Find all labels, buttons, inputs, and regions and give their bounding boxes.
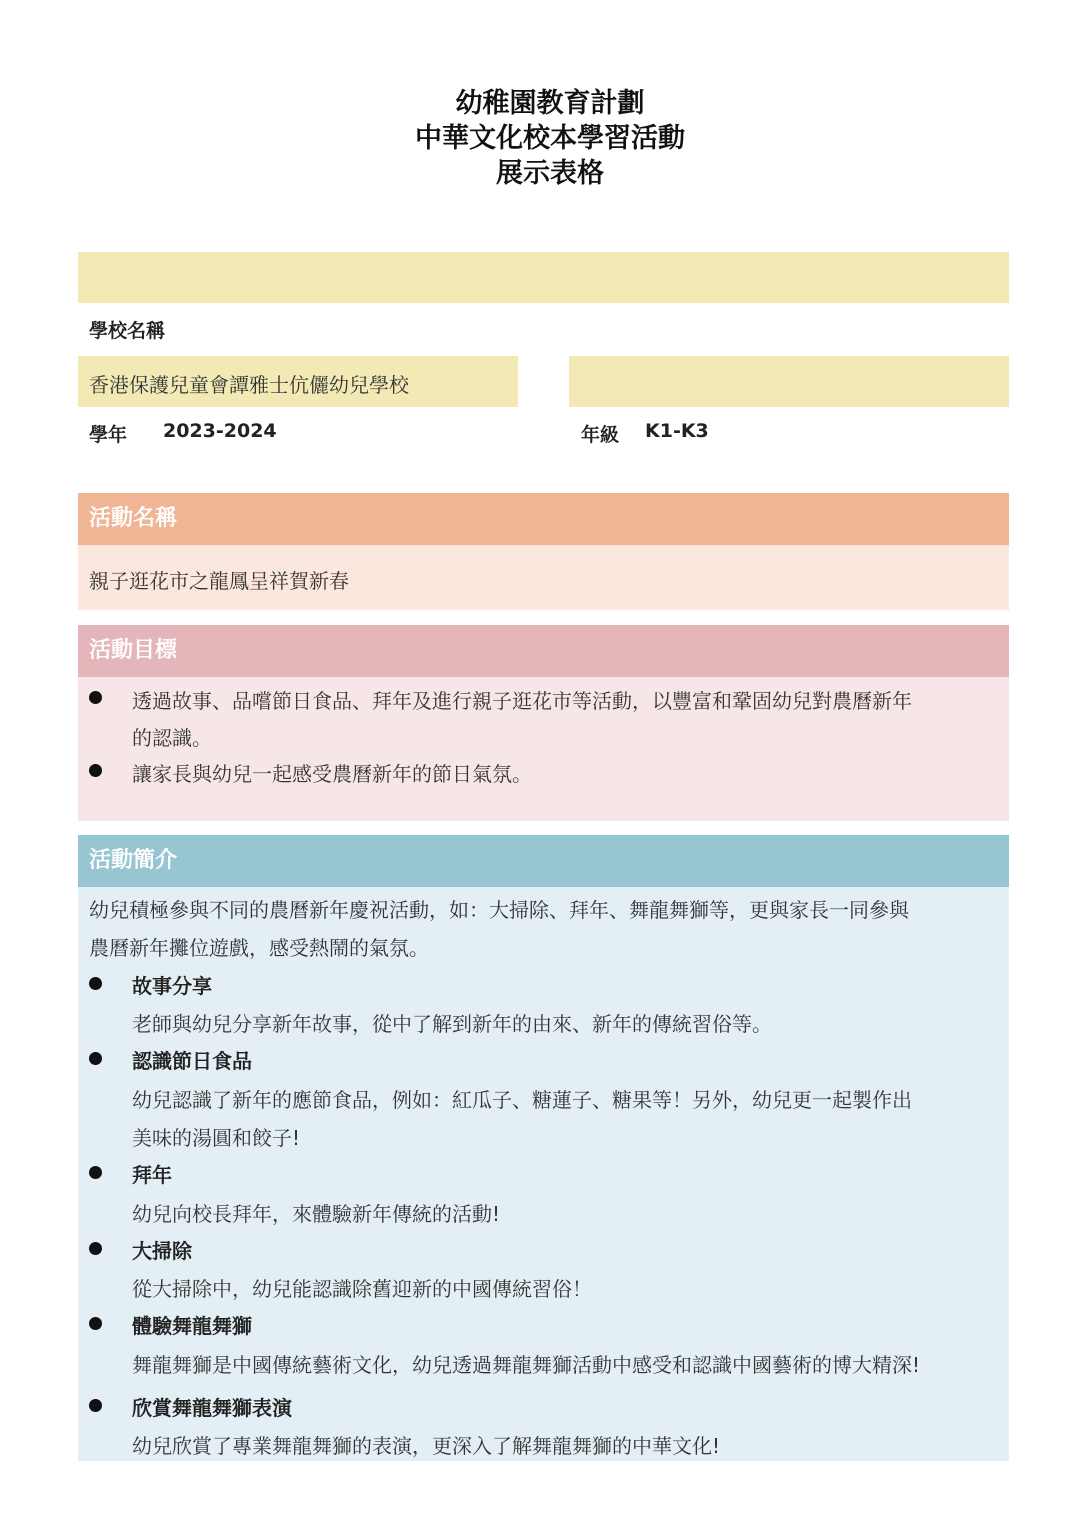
bullet-icon	[89, 691, 102, 704]
intro-heading: 活動簡介	[78, 835, 1009, 887]
intro-paragraph-line-2: 農曆新年攤位遊戲，感受熱鬧的氣氛。	[89, 936, 429, 960]
activity-name-heading: 活動名稱	[78, 493, 1009, 545]
item-desc-food-1: 幼兒認識了新年的應節食品，例如：紅瓜子、糖蓮子、糖果等！另外，幼兒更一起製作出	[132, 1088, 912, 1112]
bullet-icon	[89, 1399, 102, 1412]
activity-name-body	[78, 545, 1009, 610]
grade-value: K1-K3	[645, 420, 709, 442]
item-title-food: 認識節日食品	[132, 1049, 252, 1073]
item-title-performance: 欣賞舞龍舞獅表演	[132, 1396, 292, 1420]
intro-body	[78, 887, 1009, 1461]
school-year-value: 2023-2024	[163, 420, 277, 442]
school-year-label: 學年	[89, 424, 128, 446]
bullet-icon	[89, 1052, 102, 1065]
item-desc-dragon-dance: 舞龍舞獅是中國傳統藝術文化，幼兒透過舞龍舞獅活動中感受和認識中國藝術的博大精深!	[132, 1353, 921, 1377]
item-title-dragon-dance: 體驗舞龍舞獅	[132, 1314, 252, 1338]
title-line-3: 展示表格	[496, 158, 604, 189]
item-desc-greeting: 幼兒向校長拜年，來體驗新年傳統的活動!	[132, 1202, 501, 1226]
bullet-icon	[89, 764, 102, 777]
blank-yellow-field	[569, 356, 1009, 407]
objective-1-line-2: 的認識。	[132, 726, 212, 750]
bullet-icon	[89, 1166, 102, 1179]
bullet-icon	[89, 977, 102, 990]
activity-name-value: 親子逛花市之龍鳳呈祥賀新春	[89, 569, 349, 593]
grade-label: 年級	[581, 424, 620, 446]
item-title-greeting: 拜年	[132, 1163, 172, 1187]
item-desc-performance: 幼兒欣賞了專業舞龍舞獅的表演，更深入了解舞龍舞獅的中華文化!	[132, 1434, 721, 1458]
top-yellow-band	[78, 252, 1009, 303]
item-desc-food-2: 美味的湯圓和餃子!	[132, 1126, 301, 1150]
objective-1-line-1: 透過故事、品嚐節日食品、拜年及進行親子逛花市等活動，以豐富和鞏固幼兒對農曆新年	[132, 689, 912, 713]
objectives-heading: 活動目標	[78, 625, 1009, 677]
school-name-field	[78, 356, 518, 407]
item-desc-cleaning: 從大掃除中，幼兒能認識除舊迎新的中國傳統習俗！	[132, 1277, 592, 1301]
school-name-label: 學校名稱	[89, 320, 166, 342]
intro-paragraph-line-1: 幼兒積極參與不同的農曆新年慶祝活動，如：大掃除、拜年、舞龍舞獅等，更與家長一同參與	[89, 898, 909, 922]
title-line-2: 中華文化校本學習活動	[415, 123, 685, 154]
objective-2: 讓家長與幼兒一起感受農曆新年的節日氣氛。	[132, 762, 532, 786]
bullet-icon	[89, 1242, 102, 1255]
document-title	[0, 86, 1086, 191]
title-line-1: 幼稚園教育計劃	[455, 88, 645, 119]
item-desc-story: 老師與幼兒分享新年故事，從中了解到新年的由來、新年的傳統習俗等。	[132, 1012, 772, 1036]
objectives-body	[78, 677, 1009, 821]
item-title-story: 故事分享	[132, 974, 212, 998]
bullet-icon	[89, 1317, 102, 1330]
school-name-value: 香港保護兒童會譚雅士伉儷幼兒學校	[89, 373, 409, 397]
item-title-cleaning: 大掃除	[132, 1239, 192, 1263]
